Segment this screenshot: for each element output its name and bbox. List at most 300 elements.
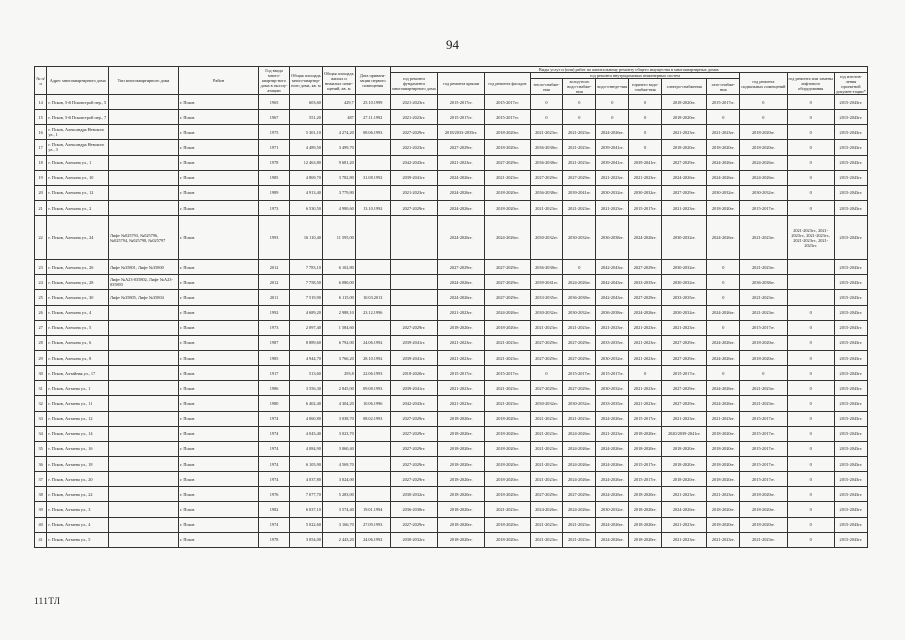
row-heat: 2021-2023гг.: [530, 472, 563, 487]
row-total-area: 4 084,90: [289, 441, 322, 456]
row-number: 32: [35, 396, 47, 411]
row-privatization: [355, 320, 390, 335]
row-total-area: 4 869,70: [289, 170, 322, 185]
row-roof: 2018-2020гг.: [438, 487, 485, 502]
row-roof: 2021-2023гг.: [438, 305, 485, 320]
row-electric: 2020/2039-2041гг.: [662, 426, 707, 441]
row-heat: 2030-2032гг.: [530, 216, 563, 260]
row-privatization: [355, 260, 390, 275]
table-row: [35, 366, 868, 381]
row-living-area: 4 274,20: [322, 125, 355, 140]
row-gas: 2021-2023гг.: [707, 487, 740, 502]
row-facade: 2018-2020гг.: [485, 441, 530, 456]
row-address: г. Псков, Алехина ул., 5: [47, 320, 109, 335]
row-cold: 2021-2023гг.: [563, 517, 596, 532]
row-lift: 0: [787, 396, 834, 411]
row-total-area: 5 301,10: [289, 125, 322, 140]
row-basement: 2018-2020гг.: [740, 517, 787, 532]
row-address: г. Псков, Алтаева ул., 12: [47, 411, 109, 426]
row-facade: 2021-2023гг.: [485, 170, 530, 185]
row-type: [109, 517, 179, 532]
row-roof: 2018-2020гг.: [438, 456, 485, 471]
row-year: 2012: [259, 275, 290, 290]
row-roof: 2018-2020гг.: [438, 472, 485, 487]
row-number: 17: [35, 140, 47, 155]
row-year: 1992: [259, 305, 290, 320]
row-docs: 2015-2043гг.: [834, 110, 867, 125]
row-lift: 0: [787, 441, 834, 456]
row-privatization: [355, 456, 390, 471]
row-address: г. Псков, Алехина ул., 8: [47, 350, 109, 365]
row-privatization: [355, 155, 390, 170]
row-total-area: 7 077,70: [289, 487, 322, 502]
row-sewer: 2030-2032гг.: [596, 350, 629, 365]
row-number: 14: [35, 95, 47, 110]
row-basement: 2021-2023гг.: [740, 305, 787, 320]
row-hot: 2018-2020гг.: [629, 441, 662, 456]
row-lift: 0: [787, 110, 834, 125]
row-total-area: 4 037,80: [289, 472, 322, 487]
table-row: [35, 456, 868, 471]
row-heat: 2030-2032гг.: [530, 305, 563, 320]
row-year: 1974: [259, 472, 290, 487]
row-heat: 2039-2041гг.: [530, 275, 563, 290]
row-privatization: [355, 275, 390, 290]
row-hot: 0: [629, 110, 662, 125]
row-number: 33: [35, 411, 47, 426]
row-lift: 0: [787, 532, 834, 547]
row-type: [109, 350, 179, 365]
row-cold: 2021-2023гг.: [563, 125, 596, 140]
row-privatization: 08.02.1993: [355, 411, 390, 426]
row-number: 23: [35, 260, 47, 275]
row-heat: 2036-2038гг.: [530, 155, 563, 170]
row-district: г. Псков: [178, 366, 258, 381]
row-total-area: 5 022,60: [289, 517, 322, 532]
row-basement: 0: [740, 95, 787, 110]
row-docs: 2015-2043гг.: [834, 275, 867, 290]
row-privatization: 19.01.1994: [355, 502, 390, 517]
row-year: 1973: [259, 320, 290, 335]
row-number: 26: [35, 305, 47, 320]
row-lift: 0: [787, 335, 834, 350]
capital-repair-table: [34, 66, 868, 548]
row-electric: 2021-2023гг.: [662, 411, 707, 426]
row-total-area: 3 556,30: [289, 381, 322, 396]
row-sewer: 2042-2043гг.: [596, 260, 629, 275]
row-basement: 2021-2023гг.: [740, 260, 787, 275]
row-type: [109, 200, 179, 215]
row-year: 1985: [259, 170, 290, 185]
row-heat: 2027-2029гг.: [530, 381, 563, 396]
row-docs: 2015-2043гг.: [834, 140, 867, 155]
row-foundation: 2021-2023гг.: [390, 185, 437, 200]
row-hot: 2018-2020гг.: [629, 487, 662, 502]
row-cold: 0: [563, 260, 596, 275]
row-basement: 2018-2020гг.: [740, 487, 787, 502]
row-roof: 2024-2026гг.: [438, 200, 485, 215]
row-district: г. Псков: [178, 200, 258, 215]
row-hot: 2018-2020гг.: [629, 426, 662, 441]
row-hot: 2024-2026гг.: [629, 216, 662, 260]
row-foundation: 2042-2043гг.: [390, 155, 437, 170]
row-heat: 2030-2032гг.: [530, 396, 563, 411]
row-gas: 2021-2023гг.: [707, 411, 740, 426]
row-sewer: 2033-2035гг.: [596, 396, 629, 411]
row-living-area: 3 024,00: [322, 472, 355, 487]
row-foundation: 2027-2029гг.: [390, 426, 437, 441]
row-sewer: 2024-2026гг.: [596, 487, 629, 502]
row-number: 24: [35, 275, 47, 290]
row-electric: 2024-2026гг.: [662, 170, 707, 185]
row-district: г. Псков: [178, 125, 258, 140]
row-privatization: 08.06.1993: [355, 125, 390, 140]
row-district: г. Псков: [178, 502, 258, 517]
row-total-area: 6 530,50: [289, 200, 322, 215]
row-cold: 0: [563, 95, 596, 110]
row-electric: 2021-2023гг.: [662, 517, 707, 532]
row-type: Лифт №35801, Лифт №35800: [109, 260, 179, 275]
row-sewer: 2021-2023гг.: [596, 200, 629, 215]
row-heat: 2036-2038гг.: [530, 260, 563, 275]
col-lift: год ремонта или замены лифтового оборудования: [787, 73, 834, 95]
row-basement: 2015-2017гг.: [740, 456, 787, 471]
row-year: 1982: [259, 502, 290, 517]
row-heat: 2021-2023гг.: [530, 200, 563, 215]
row-facade: 2021-2023гг.: [485, 502, 530, 517]
col-hot: горячего водо-снабже-ния: [629, 79, 662, 95]
row-docs: 2015-2043гг.: [834, 125, 867, 140]
works-group-header: Виды услуг и (или) работ по капитальному ремонту общего имущества в многоквартирных домах: [390, 67, 867, 73]
row-district: г. Псков: [178, 185, 258, 200]
row-foundation: 2039-2041гг.: [390, 350, 437, 365]
row-cold: 2024-2026гг.: [563, 441, 596, 456]
row-district: г. Псков: [178, 110, 258, 125]
row-number: 39: [35, 502, 47, 517]
row-foundation: 2027-2029гг.: [390, 200, 437, 215]
row-privatization: 24.06.1992: [355, 335, 390, 350]
row-heat: 0: [530, 95, 563, 110]
row-number: 36: [35, 456, 47, 471]
row-type: [109, 426, 179, 441]
row-basement: 2036-2038гг.: [740, 275, 787, 290]
row-heat: 2027-2029гг.: [530, 350, 563, 365]
row-docs: 2015-2043гг.: [834, 426, 867, 441]
row-hot: 0: [629, 125, 662, 140]
row-district: г. Псков: [178, 411, 258, 426]
row-roof: 2018-2020гг.: [438, 517, 485, 532]
row-sewer: 0: [596, 110, 629, 125]
row-docs: 2015-2043гг.: [834, 350, 867, 365]
row-type: [109, 140, 179, 155]
row-type: [109, 396, 179, 411]
row-year: 1978: [259, 532, 290, 547]
col-living-area: Общая площадь жилых и нежилых поме-щений, кв. м: [322, 67, 355, 95]
row-electric: 2027-2029гг.: [662, 396, 707, 411]
row-type: [109, 335, 179, 350]
row-address: г. Псков, Алехина ул., 4: [47, 305, 109, 320]
row-hot: 2018-2020гг.: [629, 517, 662, 532]
row-district: г. Псков: [178, 140, 258, 155]
row-gas: 2018-2020гг.: [707, 426, 740, 441]
row-cold: 2021-2023гг.: [563, 140, 596, 155]
row-number: 18: [35, 155, 47, 170]
row-basement: 2015-2017гг.: [740, 411, 787, 426]
row-roof: 2024-2026гг.: [438, 216, 485, 260]
row-roof: 2015-2017гг.: [438, 95, 485, 110]
row-sewer: 2030-2032гг.: [596, 381, 629, 396]
row-foundation: 2027-2029гг.: [390, 411, 437, 426]
row-hot: 2021-2023гг.: [629, 350, 662, 365]
row-gas: 2015-2017гг.: [707, 95, 740, 110]
row-year: 1986: [259, 381, 290, 396]
row-roof: 2018-2020гг.: [438, 411, 485, 426]
row-electric: 2021-2023гг.: [662, 125, 707, 140]
row-hot: 2018-2020гг.: [629, 502, 662, 517]
row-sewer: 2036-2038гг.: [596, 305, 629, 320]
row-basement: 2021-2023гг.: [740, 396, 787, 411]
row-gas: 0: [707, 110, 740, 125]
row-total-area: 7 758,50: [289, 275, 322, 290]
row-district: г. Псков: [178, 517, 258, 532]
row-heat: 2021-2023гг.: [530, 125, 563, 140]
row-hot: 2030-2032гг.: [629, 185, 662, 200]
row-living-area: 3 038,70: [322, 411, 355, 426]
row-hot: 2024-2026гг.: [629, 305, 662, 320]
row-facade: 2018-2020гг.: [485, 472, 530, 487]
row-foundation: 2027-2029гг.: [390, 441, 437, 456]
row-year: 1975: [259, 125, 290, 140]
row-total-area: 4 489,50: [289, 140, 322, 155]
row-type: [109, 532, 179, 547]
row-gas: 2024-2026гг.: [707, 396, 740, 411]
row-hot: 0: [629, 140, 662, 155]
row-year: 1976: [259, 487, 290, 502]
row-number: 27: [35, 320, 47, 335]
row-hot: 2021-2023гг.: [629, 335, 662, 350]
row-district: г. Псков: [178, 426, 258, 441]
table-row: [35, 275, 868, 290]
row-docs: 2015-2043гг.: [834, 502, 867, 517]
row-foundation: [390, 305, 437, 320]
row-basement: 2015-2017гг.: [740, 441, 787, 456]
row-year: 1974: [259, 517, 290, 532]
row-docs: 2015-2043гг.: [834, 185, 867, 200]
row-gas: 0: [707, 275, 740, 290]
row-lift: 0: [787, 140, 834, 155]
row-basement: 2021-2023гг.: [740, 216, 787, 260]
row-district: г. Псков: [178, 472, 258, 487]
row-living-area: 4 569,70: [322, 456, 355, 471]
table-row: [35, 335, 868, 350]
row-facade: 2018-2020гг.: [485, 426, 530, 441]
row-lift: 0: [787, 411, 834, 426]
row-total-area: 2 097,40: [289, 320, 322, 335]
table-row: [35, 125, 868, 140]
row-heat: 2036-2038гг.: [530, 140, 563, 155]
row-total-area: 4 043,40: [289, 426, 322, 441]
row-privatization: 13.10.1992: [355, 200, 390, 215]
row-year: 1971: [259, 140, 290, 155]
table-row: [35, 140, 868, 155]
row-number: 20: [35, 185, 47, 200]
row-year: 1974: [259, 456, 290, 471]
row-lift: 0: [787, 381, 834, 396]
row-lift: 0: [787, 350, 834, 365]
row-cold: 2030-2032гг.: [563, 305, 596, 320]
row-gas: 2018-2020гг.: [707, 502, 740, 517]
row-roof: 2024-2026гг.: [438, 275, 485, 290]
row-heat: 2021-2023гг.: [530, 426, 563, 441]
row-gas: 2030-2032гг.: [707, 185, 740, 200]
row-cold: 2015-2017гг.: [563, 366, 596, 381]
row-hot: 2018-2020гг.: [629, 532, 662, 547]
row-heat: 2027-2029гг.: [530, 335, 563, 350]
row-type: [109, 320, 179, 335]
row-sewer: 0: [596, 95, 629, 110]
row-living-area: 3 574,40: [322, 502, 355, 517]
row-address: г. Псков, Алтаева ул., 11: [47, 396, 109, 411]
col-address: Адрес многоквартирного дома: [47, 67, 109, 95]
table-row: [35, 110, 868, 125]
row-facade: 2021-2023гг.: [485, 350, 530, 365]
row-address: г. Псков, 5-й Псковстрой пер., 7: [47, 110, 109, 125]
row-foundation: [390, 216, 437, 260]
row-basement: 2018-2020гг.: [740, 502, 787, 517]
row-cold: 2039-2041гг.: [563, 185, 596, 200]
row-roof: 2027-2029гг.: [438, 140, 485, 155]
col-facade: год ремонта фасадов: [485, 73, 530, 95]
row-address: г. Псков, Алтаева ул., 1: [47, 381, 109, 396]
row-roof: 2024-2026гг.: [438, 170, 485, 185]
row-foundation: 2021-2023гг.: [390, 95, 437, 110]
row-sewer: 2024-2026гг.: [596, 125, 629, 140]
col-heat: тепло-снабже-ния: [530, 79, 563, 95]
row-foundation: 2021-2023гг.: [390, 110, 437, 125]
row-sewer: 2024-2026гг.: [596, 441, 629, 456]
row-hot: 2021-2023гг.: [629, 320, 662, 335]
row-sewer: 2042-2043гг.: [596, 290, 629, 305]
row-number: 29: [35, 350, 47, 365]
row-electric: 2030-2032гг.: [662, 275, 707, 290]
row-address: г. Псков, Александра Невского ул., 3: [47, 140, 109, 155]
row-basement: 2015-2017гг.: [740, 472, 787, 487]
row-electric: 2018-2020гг.: [662, 441, 707, 456]
row-living-area: 3 779,80: [322, 185, 355, 200]
table-row: [35, 200, 868, 215]
row-living-area: 3 166,70: [322, 517, 355, 532]
row-hot: 2015-2017гг.: [629, 456, 662, 471]
row-foundation: 2039-2041гг.: [390, 381, 437, 396]
row-total-area: 8 889,60: [289, 335, 322, 350]
row-gas: 2021-2023гг.: [707, 532, 740, 547]
row-basement: 2024-2026гг.: [740, 170, 787, 185]
row-type: [109, 472, 179, 487]
row-facade: 2024-2026гг.: [485, 216, 530, 260]
row-number: 34: [35, 426, 47, 441]
col-docs: год изготов-ления проектной докумен-тации*: [836, 73, 866, 94]
row-basement: 2021-2023гг.: [740, 381, 787, 396]
row-year: 1967: [259, 110, 290, 125]
row-basement: 0: [740, 366, 787, 381]
col-n: № п/п: [35, 67, 47, 95]
row-basement: 2024-2026гг.: [740, 155, 787, 170]
row-living-area: 9 681,20: [322, 155, 355, 170]
row-total-area: 6 037,10: [289, 502, 322, 517]
row-cold: 2030-2032гг.: [563, 396, 596, 411]
row-docs: 2015-2043гг.: [834, 517, 867, 532]
row-privatization: [355, 441, 390, 456]
row-sewer: 2024-2026гг.: [596, 472, 629, 487]
row-sewer: 2024-2026гг.: [596, 517, 629, 532]
row-number: 25: [35, 290, 47, 305]
row-district: г. Псков: [178, 155, 258, 170]
row-heat: 0: [530, 110, 563, 125]
row-roof: 2015-2017гг.: [438, 366, 485, 381]
row-hot: 2027-2029гг.: [629, 290, 662, 305]
row-docs: 2015-2043гг.: [834, 456, 867, 471]
table-row: [35, 216, 868, 260]
row-type: [109, 411, 179, 426]
row-type: [109, 95, 179, 110]
row-hot: 2021-2023гг.: [629, 381, 662, 396]
row-electric: 2027-2029гг.: [662, 335, 707, 350]
row-address: г. Псков, Алехина ул., 24: [47, 216, 109, 260]
page-number: 94: [446, 37, 459, 52]
row-living-area: 5 283,00: [322, 487, 355, 502]
row-district: г. Псков: [178, 396, 258, 411]
row-privatization: [355, 140, 390, 155]
row-living-area: 487: [322, 110, 355, 125]
row-heat: 2021-2023гг.: [530, 411, 563, 426]
row-electric: 2027-2029гг.: [662, 350, 707, 365]
row-electric: 2030-2032гг.: [662, 305, 707, 320]
row-type: [109, 456, 179, 471]
row-basement: 2030-2032гг.: [740, 185, 787, 200]
row-living-area: 4 304,20: [322, 396, 355, 411]
row-heat: 2021-2023гг.: [530, 441, 563, 456]
row-docs: 2015-2043гг.: [834, 472, 867, 487]
row-total-area: 4 913,40: [289, 185, 322, 200]
row-heat: 0: [530, 366, 563, 381]
row-cold: 2021-2023гг.: [563, 532, 596, 547]
row-privatization: 23.12.1996: [355, 305, 390, 320]
row-district: г. Псков: [178, 456, 258, 471]
row-docs: 2015-2043гг.: [834, 366, 867, 381]
row-district: г. Псков: [178, 320, 258, 335]
row-docs: 2015-2043гг.: [834, 155, 867, 170]
row-district: г. Псков: [178, 487, 258, 502]
row-address: г. Псков, Алехина ул., 12: [47, 185, 109, 200]
row-sewer: 2024-2026гг.: [596, 456, 629, 471]
row-facade: 2021-2023гг.: [485, 396, 530, 411]
row-privatization: 10.03.2013: [355, 290, 390, 305]
row-facade: 2024-2026гг.: [485, 305, 530, 320]
row-docs: 2015-2043гг.: [834, 290, 867, 305]
row-facade: 2021-2023гг.: [485, 335, 530, 350]
row-total-area: 3 054,00: [289, 532, 322, 547]
row-docs: 2015-2043гг.: [834, 216, 867, 260]
row-lift: 2021-2023гг., 2021-2023гг., 2021-2023гг., 2021-2023гг., 2021-2023гг.: [787, 216, 834, 260]
row-foundation: 2018-2020гг.: [390, 366, 437, 381]
col-total-area: Общая площадь много-квартир-ного дома, кв. м: [289, 67, 322, 95]
row-cold: 2021-2023гг.: [563, 411, 596, 426]
row-heat: 2027-2029гг.: [530, 487, 563, 502]
row-hot: 2039-2041гг.: [629, 155, 662, 170]
row-lift: [787, 275, 834, 290]
row-docs: 2015-2043гг.: [834, 381, 867, 396]
row-foundation: 2027-2029гг.: [390, 456, 437, 471]
